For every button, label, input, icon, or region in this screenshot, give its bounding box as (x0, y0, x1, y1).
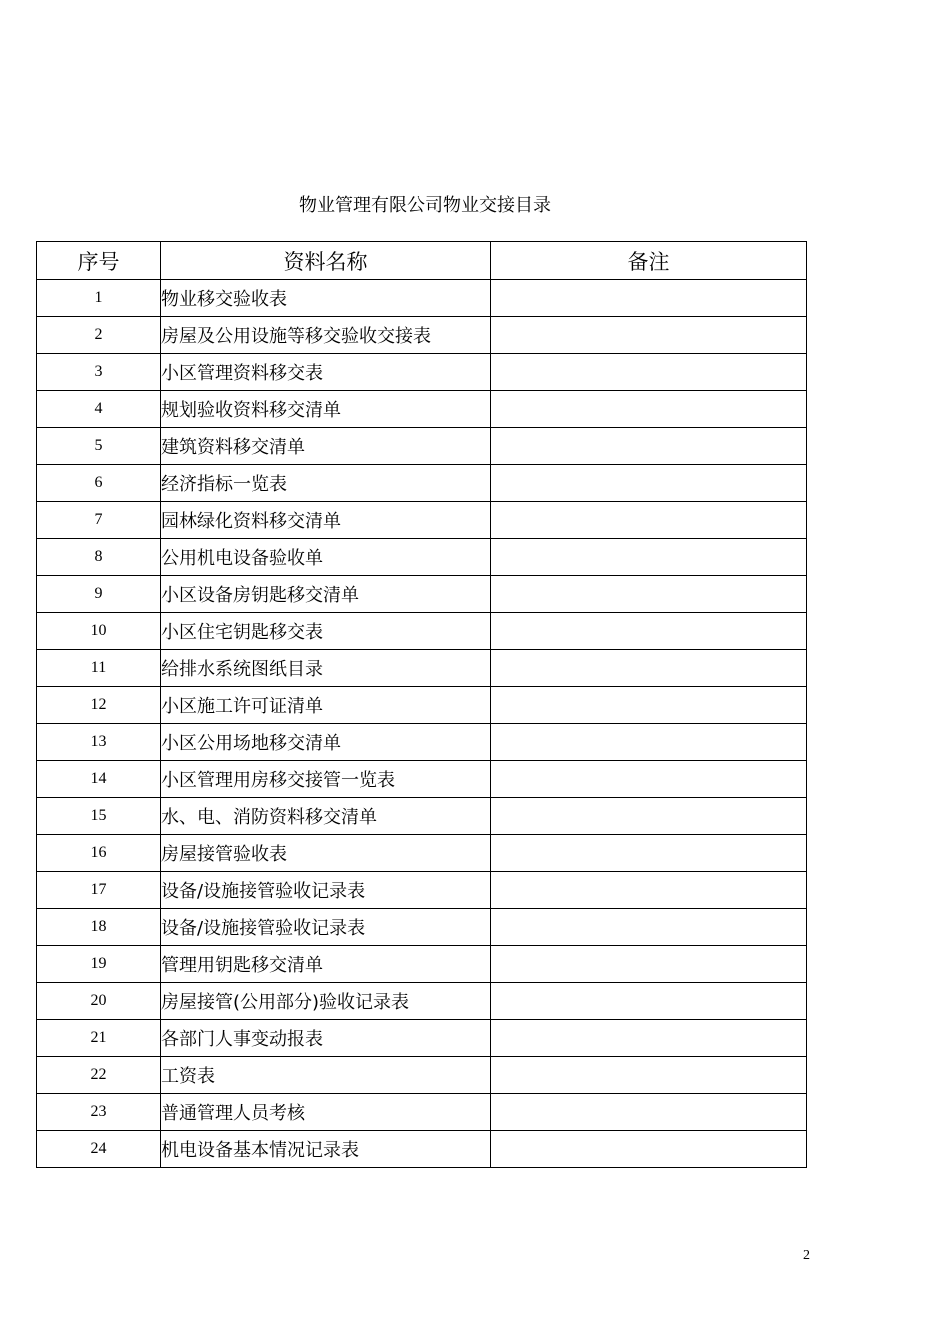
row-document-name: 物业移交验收表 (161, 280, 491, 317)
row-remarks (491, 650, 807, 687)
row-document-name: 公用机电设备验收单 (161, 539, 491, 576)
table-row (37, 687, 807, 724)
row-remarks (491, 539, 807, 576)
row-serial-number: 15 (37, 798, 161, 835)
row-document-name: 给排水系统图纸目录 (161, 650, 491, 687)
row-serial-number: 14 (37, 761, 161, 798)
row-document-name: 经济指标一览表 (161, 465, 491, 502)
row-remarks (491, 687, 807, 724)
table-row (37, 835, 807, 872)
row-document-name: 小区公用场地移交清单 (161, 724, 491, 761)
table-row (37, 1131, 807, 1168)
row-remarks (491, 465, 807, 502)
row-document-name: 小区设备房钥匙移交清单 (161, 576, 491, 613)
row-serial-number: 18 (37, 909, 161, 946)
page-number: 2 (803, 1248, 810, 1263)
row-remarks (491, 354, 807, 391)
row-serial-number: 19 (37, 946, 161, 983)
row-serial-number: 21 (37, 1020, 161, 1057)
row-remarks (491, 946, 807, 983)
row-serial-number: 23 (37, 1094, 161, 1131)
table-row (37, 1020, 807, 1057)
row-document-name: 房屋及公用设施等移交验收交接表 (161, 317, 491, 354)
row-remarks (491, 1131, 807, 1168)
table-row (37, 1057, 807, 1094)
row-serial-number: 3 (37, 354, 161, 391)
table-row (37, 428, 807, 465)
row-serial-number: 17 (37, 872, 161, 909)
table-row (37, 761, 807, 798)
row-remarks (491, 502, 807, 539)
row-remarks (491, 1094, 807, 1131)
table-row (37, 280, 807, 317)
row-document-name: 机电设备基本情况记录表 (161, 1131, 491, 1168)
row-serial-number: 9 (37, 576, 161, 613)
table-row (37, 354, 807, 391)
row-remarks (491, 280, 807, 317)
row-remarks (491, 576, 807, 613)
row-document-name: 水、电、消防资料移交清单 (161, 798, 491, 835)
row-document-name: 小区管理资料移交表 (161, 354, 491, 391)
document-title: 物业管理有限公司物业交接目录 (299, 195, 551, 216)
row-remarks (491, 761, 807, 798)
row-document-name: 建筑资料移交清单 (161, 428, 491, 465)
table-row (37, 909, 807, 946)
table-row (37, 650, 807, 687)
row-document-name: 园林绿化资料移交清单 (161, 502, 491, 539)
table-row (37, 539, 807, 576)
row-document-name: 房屋接管验收表 (161, 835, 491, 872)
header-remarks: 备注 (491, 242, 807, 280)
row-serial-number: 2 (37, 317, 161, 354)
row-remarks (491, 835, 807, 872)
row-serial-number: 6 (37, 465, 161, 502)
table-row (37, 872, 807, 909)
table-body (37, 280, 807, 1168)
row-serial-number: 11 (37, 650, 161, 687)
row-serial-number: 20 (37, 983, 161, 1020)
row-remarks (491, 613, 807, 650)
table-row (37, 983, 807, 1020)
table-row (37, 946, 807, 983)
row-serial-number: 1 (37, 280, 161, 317)
row-document-name: 小区住宅钥匙移交表 (161, 613, 491, 650)
table-row (37, 1094, 807, 1131)
row-remarks (491, 983, 807, 1020)
table-header-row (37, 242, 807, 280)
row-remarks (491, 724, 807, 761)
row-document-name: 普通管理人员考核 (161, 1094, 491, 1131)
row-remarks (491, 909, 807, 946)
table-row (37, 576, 807, 613)
row-remarks (491, 1057, 807, 1094)
row-document-name: 设备/设施接管验收记录表 (161, 872, 491, 909)
header-serial-number: 序号 (37, 242, 161, 280)
table-row (37, 502, 807, 539)
row-serial-number: 24 (37, 1131, 161, 1168)
row-serial-number: 10 (37, 613, 161, 650)
row-document-name: 管理用钥匙移交清单 (161, 946, 491, 983)
row-remarks (491, 872, 807, 909)
table-row (37, 724, 807, 761)
row-document-name: 小区施工许可证清单 (161, 687, 491, 724)
table-row (37, 391, 807, 428)
table-row (37, 317, 807, 354)
header-document-name: 资料名称 (161, 242, 491, 280)
row-remarks (491, 798, 807, 835)
row-remarks (491, 317, 807, 354)
row-document-name: 各部门人事变动报表 (161, 1020, 491, 1057)
row-document-name: 房屋接管(公用部分)验收记录表 (161, 983, 491, 1020)
row-document-name: 设备/设施接管验收记录表 (161, 909, 491, 946)
row-serial-number: 12 (37, 687, 161, 724)
table-row (37, 613, 807, 650)
row-document-name: 工资表 (161, 1057, 491, 1094)
row-serial-number: 8 (37, 539, 161, 576)
table-row (37, 465, 807, 502)
row-serial-number: 4 (37, 391, 161, 428)
row-remarks (491, 391, 807, 428)
row-serial-number: 22 (37, 1057, 161, 1094)
row-document-name: 小区管理用房移交接管一览表 (161, 761, 491, 798)
row-serial-number: 7 (37, 502, 161, 539)
row-document-name: 规划验收资料移交清单 (161, 391, 491, 428)
handover-catalog-table (36, 241, 807, 1168)
row-serial-number: 13 (37, 724, 161, 761)
row-remarks (491, 1020, 807, 1057)
row-serial-number: 16 (37, 835, 161, 872)
row-remarks (491, 428, 807, 465)
row-serial-number: 5 (37, 428, 161, 465)
table-row (37, 798, 807, 835)
